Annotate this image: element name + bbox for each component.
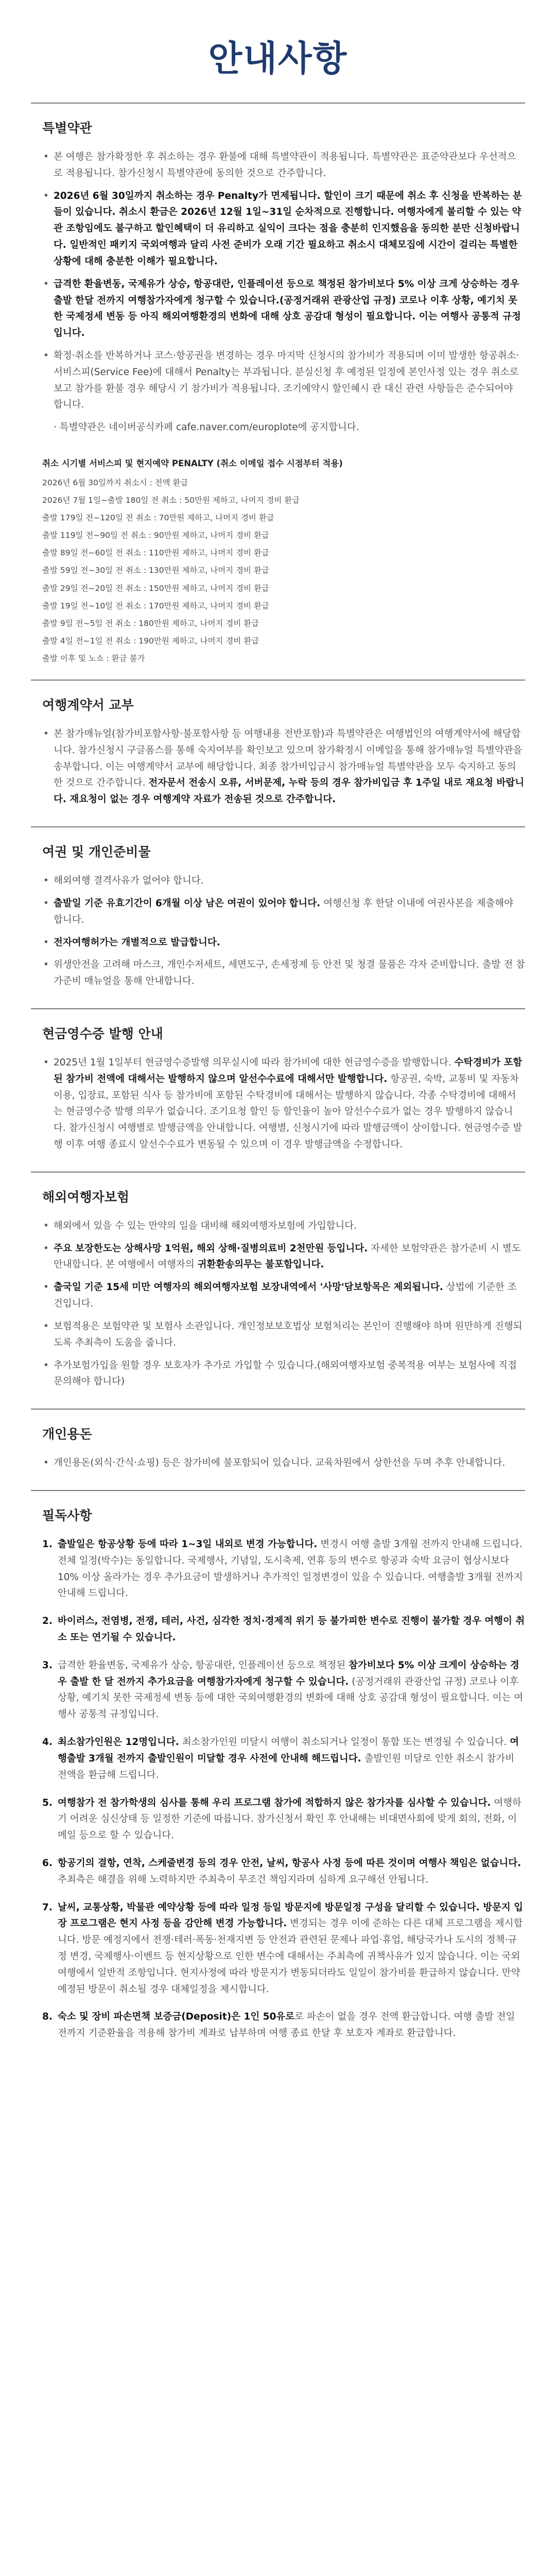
section-title: 필독사항 [42,1507,92,1523]
item-text: 2025년 1월 1일부터 현금영수증발행 의무실시에 따라 참가비에 대한 현금영수증을 발행합니다. [54,1057,455,1068]
item-text: 상법에 기준한 조건입니다. [54,1282,517,1310]
item-text: 본 여행은 참가확정한 후 취소하는 경우 환불에 대해 특별약관이 적용됩니다. 특별약관은 표준약관보다 우선적으로 적용됩니다. 참가신청시 특별약관에 동의한 것으로 간주합니다. [54,151,516,179]
list-item [42,873,525,889]
item-number: 2. [42,1616,53,1627]
penalty-line: 출발 9일 전~5일 전 취소 : 180만원 제하고, 나머지 경비 환급 [42,618,259,628]
penalty-line: 출발 179일 전~120일 전 취소 : 70만원 제하고, 나머지 경비 환급 [42,513,274,523]
item-strong-text: 여행출발 3개월 전까지 출발인원이 미달할 경우 사전에 안내해 해드립니다. [58,1737,519,1764]
list-item [42,935,525,951]
section-insurance [31,1172,525,1409]
item-text: 급격한 환율변동, 국제유가 상승, 항공대란, 인플레이션 등으로 책정된 [58,1659,349,1671]
item-number: 7. [42,1902,53,1913]
list-item [42,1358,525,1391]
item-number: 6. [42,1857,53,1869]
section-must-read [31,1490,525,2065]
list-item [42,1734,525,1783]
item-strong-text: 출발일 기준 유효기간이 6개월 이상 남은 여권이 있어야 합니다. [54,897,321,909]
item-strong-text: 참가비보다 5% 이상 크게이 상승하는 경우 출발 한 달 전까지 추가요금을 여행참가자에게 청구할 수 있습니다. [58,1659,519,1687]
receipt-list [31,1055,525,1153]
insurance-list [31,1218,525,1390]
section-passport [31,826,525,1008]
section-personal-money [31,1409,525,1490]
item-strong-text: 전자여행허가는 개별적으로 발급합니다. [54,937,220,948]
item-text: 변경시 여행 출발 3개월 전까지 안내해 드립니다. 전체 일정(박수)는 동일합니다. 국제행사, 기념일, 도시축제, 연휴 등의 변수로 항공과 숙박 요금이 협상시보다 10% 이상 올라가는 경우 추가요금이 발생하거나 추가적인 일정변경이 있을 수 있습니다. 여행출발 3개월 전까지 안내해 드립니다. [58,1538,523,1599]
section-receipt [31,1008,525,1172]
item-number: 8. [42,2011,53,2023]
item-text: 확정·취소를 반복하거나 코스·항공권을 변경하는 경우 마지막 신청시의 참가비가 적용되며 이미 발생한 항공취소·서비스피(Service Fee)에 대해서 Penalty는 부과됩니다. 분실신청 후 예정된 일정에 본인사정 있는 경우 취소로 보고 참가를 환불 경우 해당시 기 참가비가 적용됩니다. 조기예약시 할인혜시 관 대신 관련 사항들은 준수되어야 합니다. [54,350,519,411]
list-item [42,1455,525,1471]
list-item [42,188,525,270]
item-number: 3. [42,1659,53,1671]
passport-list [31,873,525,990]
section-title: 현금영수증 발행 안내 [42,1026,163,1041]
list-item [42,895,525,928]
list-item [42,149,525,182]
page-title: 안내사항 [208,39,348,79]
item-strong-text: 급격한 환율변동, 국제유가 상승, 항공대란, 인플레이션 등으로 책정된 참가비보다 5% 이상 크게 상승하는 경우 출발 한달 전까지 여행참가자에게 청구할 수 있습니다.(공정거래위 관광산업 규정) 코로나 이후 상황, 예기치 못한 국제정세 변동 등 아직 해외여행환경의 변화에 대해 상호 공감대 형성이 필요합니다. 이는 여행사 공통적 규정입니다. [54,278,521,339]
item-text: 본 참가매뉴얼(참가비포함사항·불포함사항 등 여행내용 전반포함)과 특별약관은 여행법인의 여행계약서에 해당합니다. 참가신청시 구글폼스를 통해 숙지여부를 확인보고 있으며 참가확정시 이메일을 통해 참가매뉴얼 특별약관을 송부합니다. 이는 여행계약서 교부에 해당합니다. 최종 참가비입금시 참가매뉴얼 특별약관을 모두 숙지하고 동의한 것으로 간주합니다. [54,728,523,789]
section-title: 여권 및 개인준비물 [42,844,151,860]
personal-list [31,1455,525,1471]
list-item [42,1855,525,1888]
list-item [42,726,525,808]
item-text: · 특별약관은 네이버공식카페 cafe.naver.com/europlote에 공지합니다. [54,422,359,433]
penalty-line: 2026년 6월 30일까지 취소시 : 전액 환급 [42,478,188,487]
item-strong-text: 귀환환송의무는 불포함입니다. [197,1259,324,1270]
contract-list [31,726,525,808]
item-text: (공정거래위 관광산업 규정) 코로나 이후 상황, 예기치 못한 국제정세 변동 등에 대한 국외여행환경의 변화에 대해 상호 공감대 형성이 필요합니다. 이는 여행사 공통적 규정입니다. [58,1676,524,1720]
penalty-line: 출발 이후 및 노쇼 : 환금 불가 [42,653,145,663]
item-text: 여행하기 어려운 심신상태 등 일정한 기준에 따릅니다. 참가신청서 확인 후 안내해는 비대면사회에 맞게 회의, 전화, 이메일 등으로 할 수 있습니다. [58,1797,522,1841]
item-text: 개인용돈(외식·간식·쇼핑) 등은 참가비에 불포함되어 있습니다. 교육차원에서 상한선을 두며 추후 안내합니다. [54,1458,506,1469]
section-special-terms [31,103,525,680]
penalty-line: 출발 89일 전~60일 전 취소 : 110만원 제하고, 나머지 경비 환급 [42,548,269,558]
section-title: 개인용돈 [42,1427,92,1442]
item-strong-text: 출국일 기준 15세 미만 여행자의 해외여행자보험 보장내역에서 '사망'담보항목은 제외됩니다. [54,1282,443,1293]
item-strong-text: 날씨, 교통상황, 박물관 예약상황 등에 따라 일정 등일 방문지에 방문일정 구성을 달리할 수 있습니다. 방문지 입장 프로그램은 현지 사정 등을 감안해 변경 가능합니다. [58,1902,524,1929]
list-item [42,419,525,436]
item-strong-text: 전자문서 전송시 오류, 서버문제, 누락 등의 경우 참가비입금 후 1주일 내로 재요청 바랍니다. 재요청이 없는 경우 여행계약 자료가 전송된 것으로 간주합니다. [54,777,525,805]
item-number: 4. [42,1737,53,1748]
item-text: 출발인원 미달로 인한 취소시 참가비 전액을 환급해 드립니다. [58,1753,515,1781]
item-text: 최소참가인원 미달시 여행이 취소되거나 일정이 통합 또는 변경될 수 있습니다. [179,1737,510,1748]
item-text: 변경되는 경우 이에 준하는 다른 대체 프로그램을 제시합니다. 방문 예정지에서 전쟁·테러·폭동·천재지변 등 안전과 관련된 문제나 파업·휴업, 해당국가나 도시의 정책·규정 변경, 국제행사·이벤트 등 현지상황으로 인한 변수에 대해서는 주최측에 귀책사유가 있지 않습니다. 이는 국외여행에서 일반적 조항입니다. 현지사정에 따라 방문지가 변동되더라도 일일이 참가비를 환급하지 않습니다. 만약 예정된 방문이 취소될 경우 대체일정을 제시합니다. [58,1918,523,1995]
item-strong-text: 2026년 6월 30일까지 취소하는 경우 Penalty가 면제됩니다. 할인이 크기 때문에 취소 후 신청을 반복하는 분들이 있습니다. 취소시 환금은 2026년 12월 1일~31일 순차적으로 진행합니다. 여행자에게 불리할 수 있는 약관 조항임에도 불구하고 할인혜택이 더 유리하고 실익이 크다는 점을 충분히 인지했음을 동의한 분만 신청바랍니다. 일반적인 패키지 국외여행과 달리 사전 준비가 오래 기간 필요하고 취소시 대체모집에 시간이 걸리는 특별한 상황에 대해 충분한 이해가 필요합니다. [54,190,522,267]
list-item [42,1279,525,1312]
list-item [42,1795,525,1844]
item-text: 추가보험가입을 원할 경우 보호자가 추가로 가입할 수 있습니다.(해외여행자보험 중복적용 여부는 보험사에 직접 문의해야 합니다) [54,1360,517,1387]
section-title: 해외여행자보험 [42,1189,130,1205]
penalty-line: 출발 119일 전~90일 전 취소 : 90만원 제하고, 나머지 경비 환급 [42,531,269,540]
penalty-line: 출발 19일 전~10일 전 취소 : 170만원 제하고, 나머지 경비 환급 [42,601,269,611]
list-item [42,1613,525,1646]
item-text: 추최측은 해결을 위해 노력하지만 주최측이 무조건 책임지라며 심하게 요구해선 안됩니다. [58,1874,429,1885]
item-strong-text: 숙소 및 장비 파손면책 보증금(Deposit)은 1인 50유로 [58,2011,295,2023]
item-strong-text: 수탁경비가 포함된 참가비 전액에 대해서는 발행하지 않으며 알선수수료에 대해서만 발행합니다. [54,1057,523,1084]
item-strong-text: 바이러스, 전염병, 전쟁, 테러, 사건, 심각한 정치·경제적 위기 등 불가피한 변수로 진행이 불가할 경우 여행이 취소 또는 연기될 수 있습니다. [58,1616,525,1643]
list-item [42,348,525,413]
item-strong-text: 출발일은 항공상황 등에 따라 1~3일 내외로 변경 가능합니다. [58,1538,318,1550]
item-strong-text: 주요 보장한도는 상해사망 1억원, 해외 상해·질병의료비 2천만원 등입니다. [54,1243,368,1254]
must-read-list [31,1536,525,2042]
item-text: 로 파손이 없을 경우 전액 환급합니다. 여행 출발 전일 전까지 기준환율을 적용해 참가비 계좌로 납부하며 여행 종료 한달 후 보호자 계좌로 환급합니다. [58,2011,515,2039]
item-text: 여행신청 후 한달 이내에 여권사본을 제출해야 합니다. [54,897,514,925]
list-item [42,1657,525,1723]
list-item [42,957,525,990]
list-item [42,1241,525,1274]
list-item [42,1536,525,1602]
section-contract [31,680,525,826]
penalty-line: 출발 4일 전~1일 전 취소 : 190만원 제하고, 나머지 경비 환급 [42,636,259,646]
penalty-title: 취소 시기별 서비스피 및 현지예약 PENALTY (취소 이메일 접수 시점부터 적용) [42,459,343,468]
item-text: 보험적용은 보험약관 및 보험사 소관입니다. 개인정보보호법상 보험처리는 본인이 진행해야 하며 원만하게 진행되도록 추최측이 도움을 줍니다. [54,1320,523,1348]
item-text: 항공권, 숙박, 교통비 및 자동차 이용, 입장료, 포함된 식사 등 참가비에 포함된 수탁경비에 대해서는 발행하지 않습니다. 각종 수탁경비에 대해서는 현금영수증 발행 의무가 없습니다. 조기요청 할인 등 할인율이 높아 알선수수료가 없는 경우 발행하지 않습니다. 참가신청시 여행별로 발행금액을 안내합니다. 여행별, 신청시기에 따라 발행금액이 상이합니다. 현금영수증 발행 이후 여행 종료시 알선수수료가 변동될 수 있으며 이 경우 발행금액을 수정합니다. [54,1073,523,1150]
item-text: 해외여행 결격사유가 없어야 합니다. [54,875,204,887]
item-strong-text: 최소참가인원은 12명입니다. [58,1737,179,1748]
item-text: 위생안전을 고려해 마스크, 개인수저세트, 세면도구, 손세정제 등 안전 및 청결 물품은 각자 준비합니다. 출발 전 참가준비 매뉴얼을 통해 안내합니다. [54,959,525,987]
item-strong-text: 항공기의 결항, 연착, 스케줄변경 등의 경우 안전, 날씨, 항공사 사정 등에 따른 것이며 여행사 책임은 없습니다. [58,1857,522,1869]
list-item [42,1218,525,1234]
list-item [42,2009,525,2042]
penalty-line: 2026년 7월 1일~출발 180일 전 취소 : 50만원 제하고, 나머지 경비 환급 [42,496,300,505]
list-item [42,1900,525,1998]
section-title: 여행계약서 교부 [42,698,134,713]
special-terms-list [31,149,525,436]
item-strong-text: 여행참가 전 참가학생의 심사를 통해 우리 프로그램 참가에 적합하지 않은 참가자를 심사할 수 있습니다. [58,1797,491,1808]
item-number: 5. [42,1797,53,1808]
section-title: 특별약관 [42,121,92,135]
penalty-line: 출발 29일 전~20일 전 취소 : 150만원 제하고, 나머지 경비 환급 [42,583,269,593]
item-text: 자세한 보험약관은 참가준비 시 별도 안내합니다. 본 여행에서 여행자의 [54,1243,521,1270]
item-text: 해외에서 있을 수 있는 만약의 일을 대비해 해외여행자보험에 가입합니다. [54,1220,357,1231]
penalty-line: 출발 59일 전~30일 전 취소 : 130만원 제하고, 나머지 경비 환급 [42,566,269,575]
list-item [42,1055,525,1153]
item-number: 1. [42,1538,53,1550]
list-item [42,276,525,342]
list-item [42,1318,525,1351]
penalty-table [31,442,525,667]
